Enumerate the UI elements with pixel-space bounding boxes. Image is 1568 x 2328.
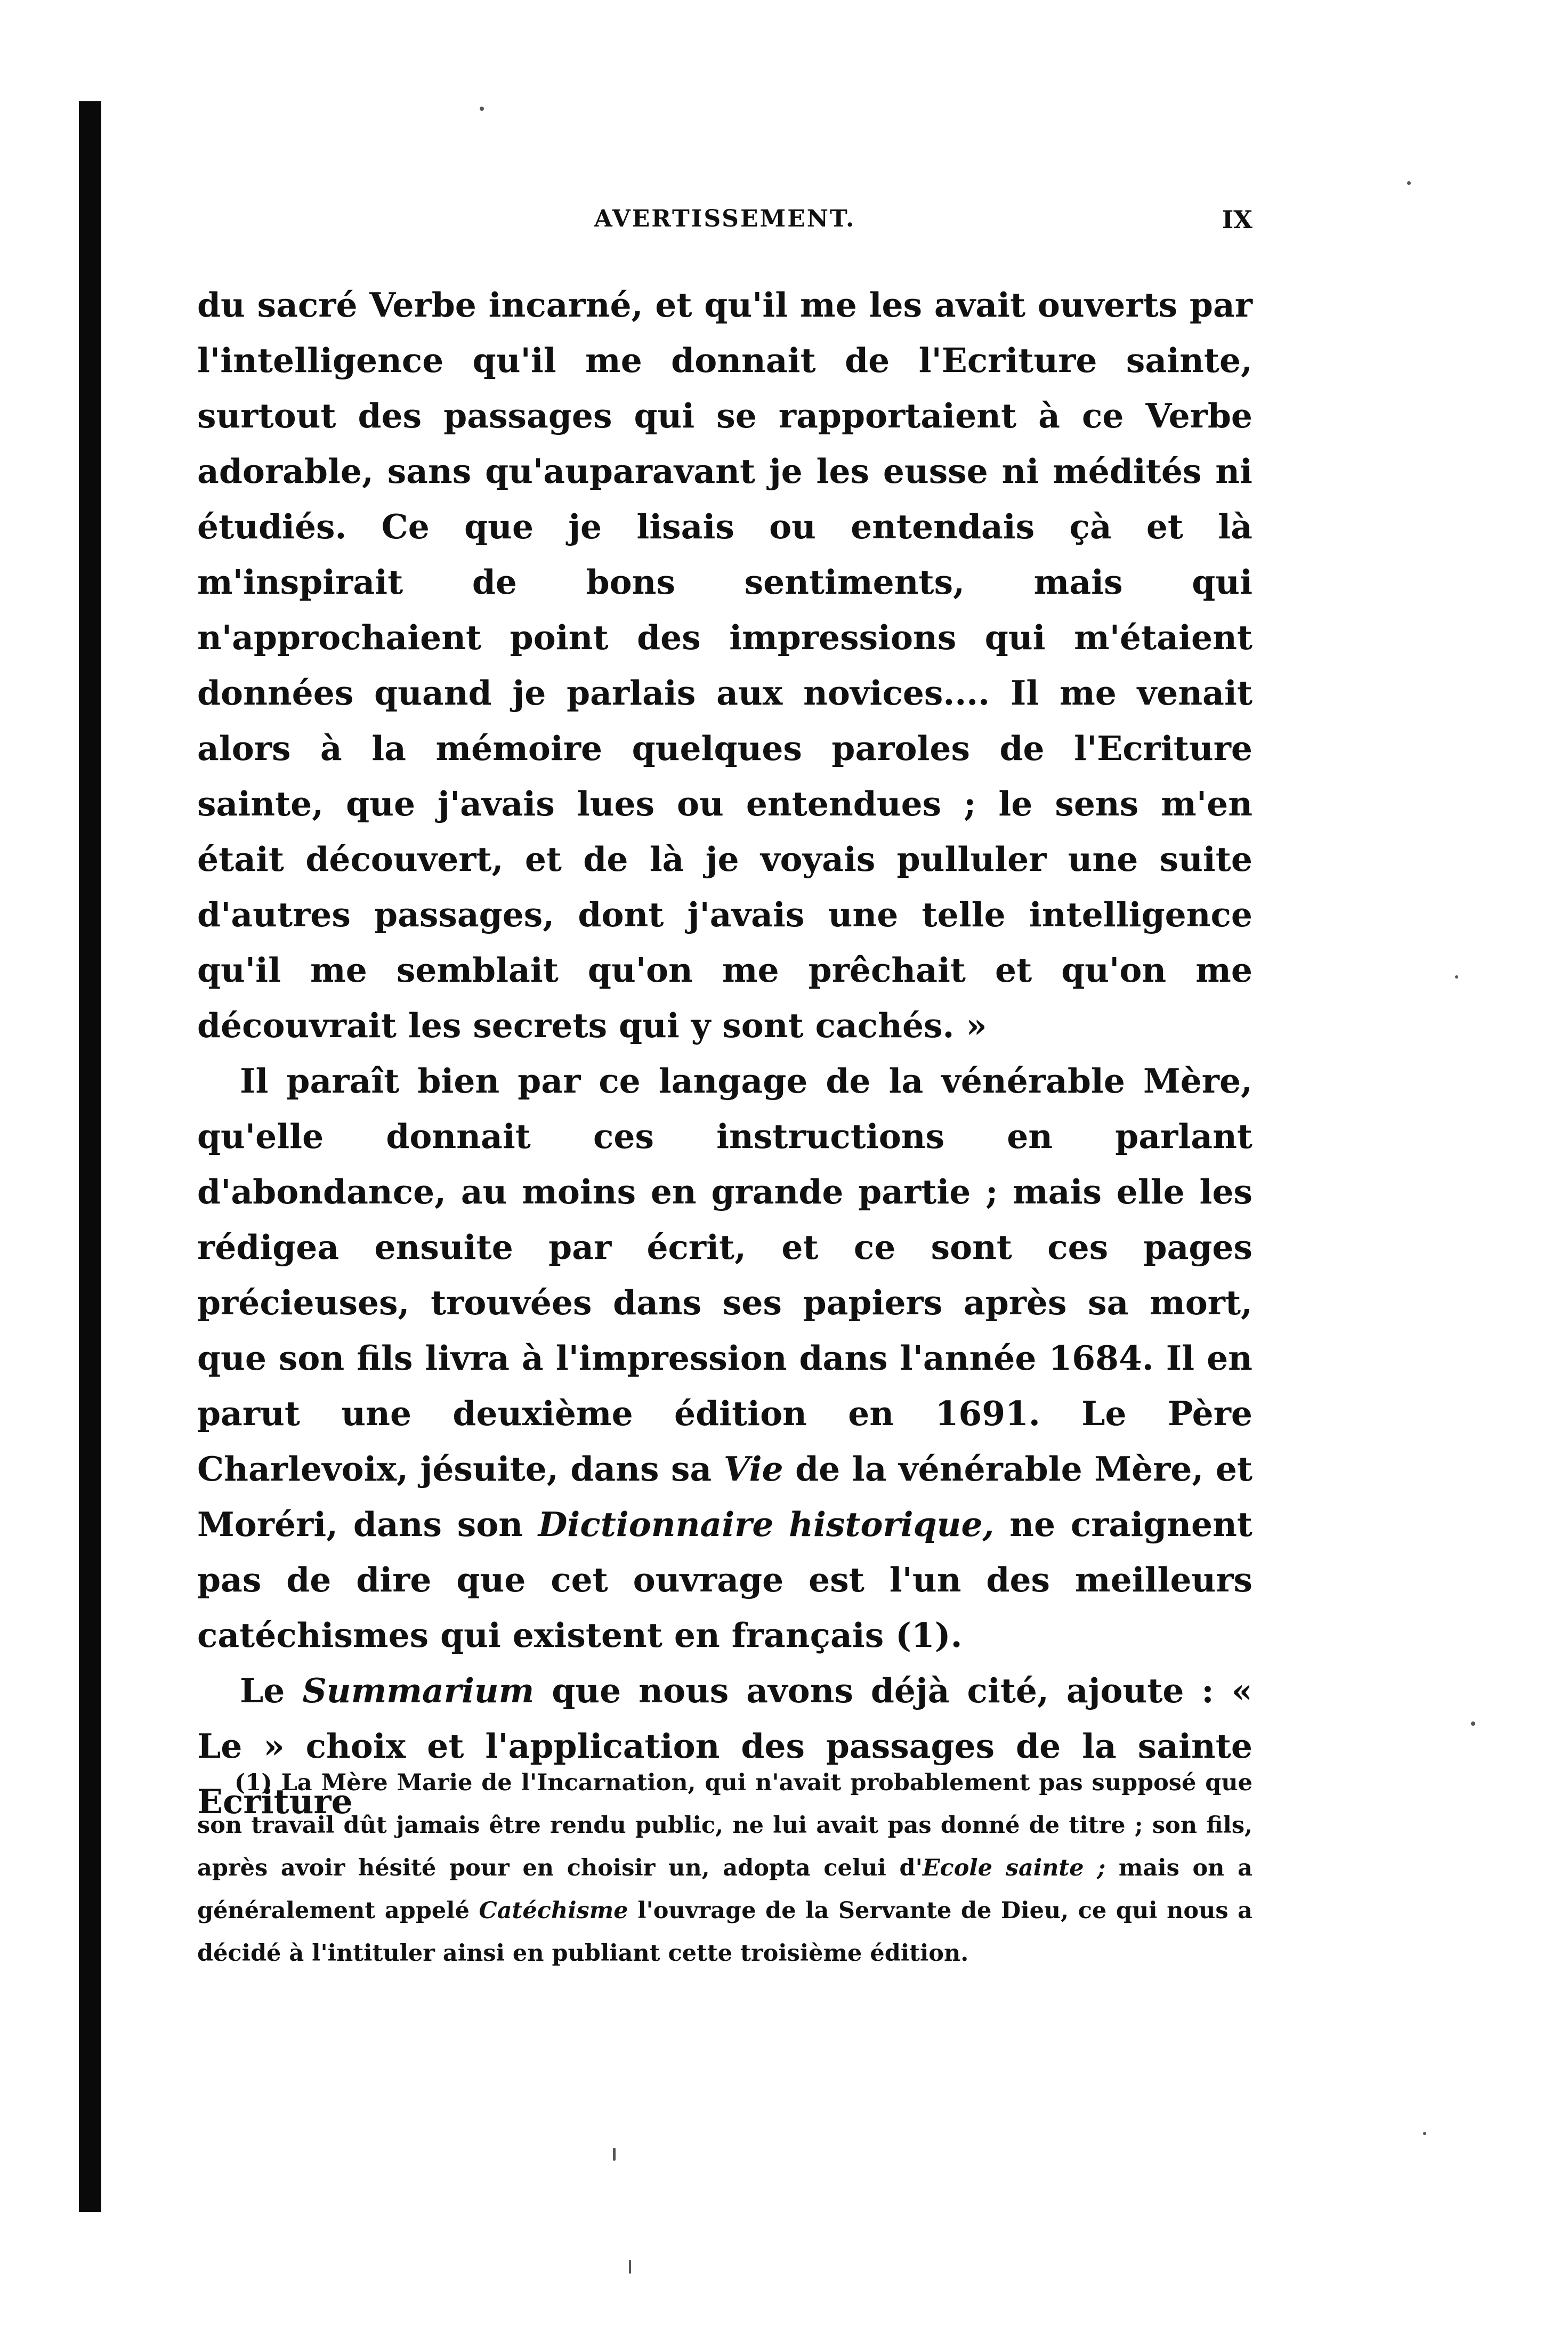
page-header [197, 205, 1252, 242]
paragraph-1 [197, 277, 1252, 1053]
running-title: AVERTISSEMENT. [594, 205, 856, 232]
footnote-text-b: mais on a généralement appelé [197, 1855, 1252, 1924]
footnote-1 [197, 1761, 1252, 1975]
scan-speck [1407, 181, 1411, 185]
scan-speck [480, 107, 484, 111]
scan-speck [1471, 1721, 1475, 1726]
footnote-text-a: (1) La Mère Marie de l'Incarnation, qui n'avait probablement pas supposé que son travail dût jamais être rendu public, ne lui avait pas donné de titre ; son fils, après avoir hésité pour en choisir un, adopta celui d' [197, 1769, 1252, 1881]
footnote [197, 1761, 1252, 1975]
paragraph-1-text: du sacré Verbe incarné, et qu'il me les avait ouverts par l'intelligence qu'il me donnait de l'Ecriture sainte, surtout des passages qui se rapportaient à ce Verbe adorable, sans qu'auparavant je les eusse ni médités ni étudiés. Ce que je lisais ou entendais çà et là m'inspirait de bons sentiments, mais qui n'approchaient point des impressions qui m'étaient données quand je parlais aux novices.... Il me venait alors à la mémoire quelques paroles de l'Ecriture sainte, que j'avais lues ou entendues ; le sens m'en était découvert, et de là je voyais pulluler une suite d'autres passages, dont j'avais une telle intelligence qu'il me semblait qu'on me prêchait et qu'on me découvrait les secrets qui y sont cachés. » [197, 285, 1252, 1045]
scan-speck [629, 2260, 631, 2274]
title-summarium: Summarium [302, 1671, 535, 1710]
scan-speck [613, 2148, 616, 2161]
paragraph-2-text-c: ne craignent pas de dire que cet ouvrage est l'un des meilleurs catéchismes qui existent en français (1). [197, 1505, 1252, 1655]
paragraph-2 [197, 1053, 1252, 1663]
main-text [197, 277, 1252, 1829]
scan-speck [1455, 975, 1458, 979]
title-ecole-sainte: Ecole sainte ; [922, 1855, 1106, 1881]
footnote-text-c: l'ouvrage de la Servante de Dieu, ce qui nous a décidé à l'intituler ainsi en publiant cette troisième édition. [197, 1897, 1252, 1967]
paragraph-3-text-b: que nous avons déjà cité, ajoute : « Le » choix et l'application des passages de la sainte Ecriture [197, 1671, 1252, 1821]
paragraph-2-text-b: de la vénérable Mère, et Moréri, dans son [197, 1449, 1253, 1544]
paragraph-2-text-a: Il paraît bien par ce langage de la vénérable Mère, qu'elle donnait ces instructions en parlant d'abondance, au moins en grande partie ; mais elle les rédigea ensuite par écrit, et ce sont ces pages précieuses, trouvées dans ses papiers après sa mort, que son fils livra à l'impression dans l'année 1684. Il en parut une deuxième édition en 1691. Le Père Charlevoix, jésuite, dans sa [197, 1061, 1252, 1489]
scan-speck [1423, 2132, 1426, 2135]
title-vie: Vie [723, 1449, 783, 1489]
title-catechisme: Catéchisme [479, 1897, 628, 1924]
binding-shadow [79, 101, 101, 2212]
title-dictionnaire: Dictionnaire historique, [538, 1505, 995, 1544]
page-number: IX [1222, 205, 1252, 234]
paragraph-3-text-a: Le [240, 1671, 303, 1710]
